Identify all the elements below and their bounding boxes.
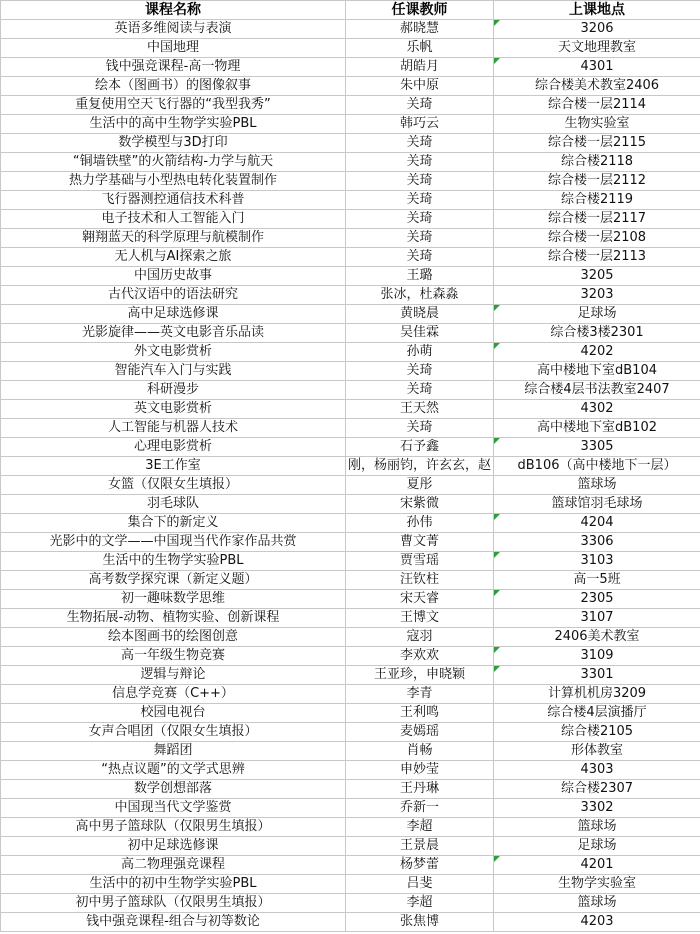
teacher-cell[interactable]: 宋紫微 xyxy=(346,495,494,514)
header-row xyxy=(1,1,700,20)
table-row xyxy=(1,552,700,571)
location-cell[interactable]: 4301 xyxy=(494,58,700,77)
table-row xyxy=(1,267,700,286)
teacher-cell[interactable]: 吕斐 xyxy=(346,875,494,894)
teacher-cell[interactable]: 关琦 xyxy=(346,381,494,400)
course-name-cell[interactable]: 外文电影赏析 xyxy=(1,343,346,362)
table-row xyxy=(1,305,700,324)
teacher-cell[interactable]: 王璐 xyxy=(346,267,494,286)
table-row xyxy=(1,571,700,590)
table-row xyxy=(1,248,700,267)
course-name-cell[interactable]: “铜墙铁壁”的火箭结构-力学与航天 xyxy=(1,153,346,172)
table-row xyxy=(1,818,700,837)
table-row xyxy=(1,514,700,533)
location-cell[interactable]: 综合楼2307 xyxy=(494,780,700,799)
teacher-cell[interactable]: 王利鸣 xyxy=(346,704,494,723)
teacher-cell[interactable]: 朱中原 xyxy=(346,77,494,96)
teacher-cell[interactable]: 乔新一 xyxy=(346,799,494,818)
table-row xyxy=(1,856,700,875)
teacher-cell[interactable]: 关琦 xyxy=(346,210,494,229)
course-name-cell[interactable]: 中国现当代文学鉴赏 xyxy=(1,799,346,818)
course-name-cell[interactable]: 高考数学探究课（新定义题） xyxy=(1,571,346,590)
course-name-cell[interactable]: 高中足球选修课 xyxy=(1,305,346,324)
location-cell[interactable]: 综合楼4层书法教室2407 xyxy=(494,381,700,400)
location-cell[interactable]: 综合楼一层2114 xyxy=(494,96,700,115)
location-cell[interactable]: 3109 xyxy=(494,647,700,666)
teacher-cell[interactable]: 麦嫣瑶 xyxy=(346,723,494,742)
course-name-cell[interactable]: 中国地理 xyxy=(1,39,346,58)
location-cell[interactable]: 2305 xyxy=(494,590,700,609)
table-row xyxy=(1,419,700,438)
teacher-cell[interactable]: 李欢欢 xyxy=(346,647,494,666)
course-name-cell[interactable]: 校园电视台 xyxy=(1,704,346,723)
table-row xyxy=(1,837,700,856)
table-row xyxy=(1,685,700,704)
teacher-cell[interactable]: 关琦 xyxy=(346,172,494,191)
table-row xyxy=(1,58,700,77)
teacher-cell[interactable]: 关琦 xyxy=(346,229,494,248)
table-row xyxy=(1,134,700,153)
teacher-cell[interactable]: 关琦 xyxy=(346,96,494,115)
location-cell[interactable]: 4201 xyxy=(494,856,700,875)
location-cell[interactable]: 综合楼4层演播厅 xyxy=(494,704,700,723)
course-name-cell[interactable]: 数学模型与3D打印 xyxy=(1,134,346,153)
course-name-cell[interactable]: 高一年级生物竞赛 xyxy=(1,647,346,666)
location-cell[interactable]: 综合楼2119 xyxy=(494,191,700,210)
location-cell[interactable]: 综合楼一层2113 xyxy=(494,248,700,267)
course-name-cell[interactable]: 热力学基础与小型热电转化装置制作 xyxy=(1,172,346,191)
course-name-cell[interactable]: 英文电影赏析 xyxy=(1,400,346,419)
table-row xyxy=(1,799,700,818)
teacher-cell[interactable]: 杨梦蕾 xyxy=(346,856,494,875)
location-cell[interactable]: 综合楼一层2115 xyxy=(494,134,700,153)
table-row xyxy=(1,400,700,419)
teacher-cell[interactable]: 石予鑫 xyxy=(346,438,494,457)
location-cell[interactable]: 综合楼2105 xyxy=(494,723,700,742)
location-cell[interactable]: 综合楼一层2108 xyxy=(494,229,700,248)
location-cell[interactable]: 综合楼2118 xyxy=(494,153,700,172)
location-cell[interactable]: 篮球场 xyxy=(494,818,700,837)
location-cell[interactable]: 高中楼地下室dB102 xyxy=(494,419,700,438)
table-row xyxy=(1,723,700,742)
course-name-cell[interactable]: 舞蹈团 xyxy=(1,742,346,761)
teacher-cell[interactable]: 韩巧云 xyxy=(346,115,494,134)
teacher-cell[interactable]: 曹文菁 xyxy=(346,533,494,552)
course-name-cell[interactable]: 心理电影赏析 xyxy=(1,438,346,457)
location-cell[interactable]: 高一5班 xyxy=(494,571,700,590)
teacher-cell[interactable]: 郝晓慧 xyxy=(346,20,494,39)
table-row xyxy=(1,894,700,913)
table-row xyxy=(1,647,700,666)
location-cell[interactable]: 3305 xyxy=(494,438,700,457)
course-name-cell[interactable]: 高二物理强竞课程 xyxy=(1,856,346,875)
course-name-cell[interactable]: 女声合唱团（仅限女生填报） xyxy=(1,723,346,742)
teacher-cell[interactable]: 胡皓月 xyxy=(346,58,494,77)
teacher-cell[interactable]: 关琦 xyxy=(346,153,494,172)
course-name-cell[interactable]: 光影中的文学——中国现当代作家作品共赏 xyxy=(1,533,346,552)
course-name-cell[interactable]: 生活中的高中生物学实验PBL xyxy=(1,115,346,134)
course-name-cell[interactable]: 高中男子篮球队（仅限男生填报） xyxy=(1,818,346,837)
table-row xyxy=(1,77,700,96)
course-name-cell[interactable]: 人工智能与机器人技术 xyxy=(1,419,346,438)
table-row xyxy=(1,495,700,514)
teacher-cell[interactable]: 李青 xyxy=(346,685,494,704)
table-row xyxy=(1,39,700,58)
location-cell[interactable]: 4202 xyxy=(494,343,700,362)
teacher-cell[interactable]: 王亚珍，申晓颖 xyxy=(346,666,494,685)
location-cell[interactable]: 3205 xyxy=(494,267,700,286)
header-teacher[interactable]: 任课教师 xyxy=(346,1,494,20)
course-name-cell[interactable]: 生物拓展-动物、植物实验、创新课程 xyxy=(1,609,346,628)
location-cell[interactable]: 足球场 xyxy=(494,305,700,324)
course-name-cell[interactable]: 信息学竞赛（C++） xyxy=(1,685,346,704)
course-name-cell[interactable]: 重复使用空天飞行器的“我型我秀” xyxy=(1,96,346,115)
teacher-cell[interactable]: 宋天睿 xyxy=(346,590,494,609)
teacher-cell[interactable]: 关琦 xyxy=(346,419,494,438)
course-name-cell[interactable]: 钱中强竞课程-高一物理 xyxy=(1,58,346,77)
table-row xyxy=(1,476,700,495)
teacher-cell[interactable]: 王丹琳 xyxy=(346,780,494,799)
course-name-cell[interactable]: 翱翔蓝天的科学原理与航模制作 xyxy=(1,229,346,248)
table-row xyxy=(1,191,700,210)
teacher-cell[interactable]: 孙萌 xyxy=(346,343,494,362)
location-cell[interactable]: 综合楼一层2117 xyxy=(494,210,700,229)
teacher-cell[interactable]: 吴佳霖 xyxy=(346,324,494,343)
teacher-cell[interactable]: 李超 xyxy=(346,894,494,913)
teacher-cell[interactable]: 申妙莹 xyxy=(346,761,494,780)
header-location[interactable]: 上课地点 xyxy=(494,1,700,20)
course-name-cell[interactable]: 光影旋律——英文电影音乐品读 xyxy=(1,324,346,343)
teacher-cell[interactable]: 王景晨 xyxy=(346,837,494,856)
table-row xyxy=(1,172,700,191)
location-cell[interactable]: 生物实验室 xyxy=(494,115,700,134)
teacher-cell[interactable]: 关琦 xyxy=(346,134,494,153)
course-name-cell[interactable]: 集合下的新定义 xyxy=(1,514,346,533)
location-cell[interactable]: 形体教室 xyxy=(494,742,700,761)
table-row xyxy=(1,742,700,761)
table-row xyxy=(1,780,700,799)
table-row xyxy=(1,286,700,305)
course-name-cell[interactable]: 电子技术和人工智能入门 xyxy=(1,210,346,229)
table-row xyxy=(1,704,700,723)
teacher-cell[interactable]: 刚，杨丽钧，许玄玄，赵 xyxy=(346,457,494,476)
course-name-cell[interactable]: 数学创想部落 xyxy=(1,780,346,799)
teacher-cell[interactable]: 乐帆 xyxy=(346,39,494,58)
table-row xyxy=(1,875,700,894)
teacher-cell[interactable]: 王天然 xyxy=(346,400,494,419)
teacher-cell[interactable]: 关琦 xyxy=(346,191,494,210)
teacher-cell[interactable]: 李超 xyxy=(346,818,494,837)
location-cell[interactable]: 3206 xyxy=(494,20,700,39)
course-name-cell[interactable]: 羽毛球队 xyxy=(1,495,346,514)
table-row xyxy=(1,115,700,134)
table-row xyxy=(1,343,700,362)
course-name-cell[interactable]: 绘本图画书的绘图创意 xyxy=(1,628,346,647)
course-name-cell[interactable]: 英语多维阅读与表演 xyxy=(1,20,346,39)
table-row xyxy=(1,229,700,248)
table-row xyxy=(1,210,700,229)
table-row xyxy=(1,362,700,381)
location-cell[interactable]: 篮球馆羽毛球场 xyxy=(494,495,700,514)
table-row xyxy=(1,20,700,39)
location-cell[interactable]: 4302 xyxy=(494,400,700,419)
location-cell[interactable]: 篮球场 xyxy=(494,476,700,495)
header-course-name[interactable]: 课程名称 xyxy=(1,1,346,20)
teacher-cell[interactable]: 肖畅 xyxy=(346,742,494,761)
course-name-cell[interactable]: 钱中强竞课程-组合与初等数论 xyxy=(1,913,346,932)
table-row xyxy=(1,590,700,609)
table-row xyxy=(1,609,700,628)
location-cell[interactable]: 3103 xyxy=(494,552,700,571)
location-cell[interactable]: 2406美术教室 xyxy=(494,628,700,647)
table-row xyxy=(1,913,700,932)
location-cell[interactable]: 综合楼美术教室2406 xyxy=(494,77,700,96)
teacher-cell[interactable]: 贾雪瑶 xyxy=(346,552,494,571)
table-row xyxy=(1,96,700,115)
location-cell[interactable]: 4303 xyxy=(494,761,700,780)
course-name-cell[interactable]: 女篮（仅限女生填报） xyxy=(1,476,346,495)
course-name-cell[interactable]: 中国历史故事 xyxy=(1,267,346,286)
course-name-cell[interactable]: 飞行器测控通信技术科普 xyxy=(1,191,346,210)
location-cell[interactable]: 4204 xyxy=(494,514,700,533)
course-name-cell[interactable]: “热点议题”的文学式思辨 xyxy=(1,761,346,780)
teacher-cell[interactable]: 孙伟 xyxy=(346,514,494,533)
table-row xyxy=(1,438,700,457)
location-cell[interactable]: 高中楼地下室dB104 xyxy=(494,362,700,381)
teacher-cell[interactable]: 寇羽 xyxy=(346,628,494,647)
location-cell[interactable]: 3302 xyxy=(494,799,700,818)
course-name-cell[interactable]: 初中男子篮球队（仅限男生填报） xyxy=(1,894,346,913)
teacher-cell[interactable]: 关琦 xyxy=(346,362,494,381)
table-row xyxy=(1,153,700,172)
teacher-cell[interactable]: 张冰，杜森淼 xyxy=(346,286,494,305)
table-row xyxy=(1,666,700,685)
location-cell[interactable]: 生物学实验室 xyxy=(494,875,700,894)
teacher-cell[interactable]: 汪钦柱 xyxy=(346,571,494,590)
table-row xyxy=(1,324,700,343)
table-row xyxy=(1,628,700,647)
course-name-cell[interactable]: 无人机与AI探索之旅 xyxy=(1,248,346,267)
table-row xyxy=(1,533,700,552)
course-name-cell[interactable]: 绘本（图画书）的图像叙事 xyxy=(1,77,346,96)
location-cell[interactable]: 3306 xyxy=(494,533,700,552)
table-row xyxy=(1,761,700,780)
table-row xyxy=(1,381,700,400)
teacher-cell[interactable]: 张焦博 xyxy=(346,913,494,932)
location-cell[interactable]: 综合楼3楼2301 xyxy=(494,324,700,343)
course-name-cell[interactable]: 古代汉语中的语法研究 xyxy=(1,286,346,305)
teacher-cell[interactable]: 夏彤 xyxy=(346,476,494,495)
teacher-cell[interactable]: 关琦 xyxy=(346,248,494,267)
location-cell[interactable]: 4203 xyxy=(494,913,700,932)
location-cell[interactable]: 3107 xyxy=(494,609,700,628)
location-cell[interactable]: 3301 xyxy=(494,666,700,685)
location-cell[interactable]: dB106（高中楼地下一层） xyxy=(494,457,700,476)
course-name-cell[interactable]: 智能汽车入门与实践 xyxy=(1,362,346,381)
location-cell[interactable]: 计算机机房3209 xyxy=(494,685,700,704)
course-name-cell[interactable]: 生活中的生物学实验PBL xyxy=(1,552,346,571)
course-name-cell[interactable]: 科研漫步 xyxy=(1,381,346,400)
teacher-cell[interactable]: 王博文 xyxy=(346,609,494,628)
table-body xyxy=(1,20,700,932)
course-name-cell[interactable]: 生活中的初中生物学实验PBL xyxy=(1,875,346,894)
course-name-cell[interactable]: 3E工作室 xyxy=(1,457,346,476)
location-cell[interactable]: 3203 xyxy=(494,286,700,305)
table-row xyxy=(1,457,700,476)
location-cell[interactable]: 篮球场 xyxy=(494,894,700,913)
teacher-cell[interactable]: 黄晓晨 xyxy=(346,305,494,324)
course-name-cell[interactable]: 逻辑与辩论 xyxy=(1,666,346,685)
location-cell[interactable]: 天文地理教室 xyxy=(494,39,700,58)
location-cell[interactable]: 足球场 xyxy=(494,837,700,856)
location-cell[interactable]: 综合楼一层2112 xyxy=(494,172,700,191)
course-name-cell[interactable]: 初一趣味数学思维 xyxy=(1,590,346,609)
course-name-cell[interactable]: 初中足球选修课 xyxy=(1,837,346,856)
